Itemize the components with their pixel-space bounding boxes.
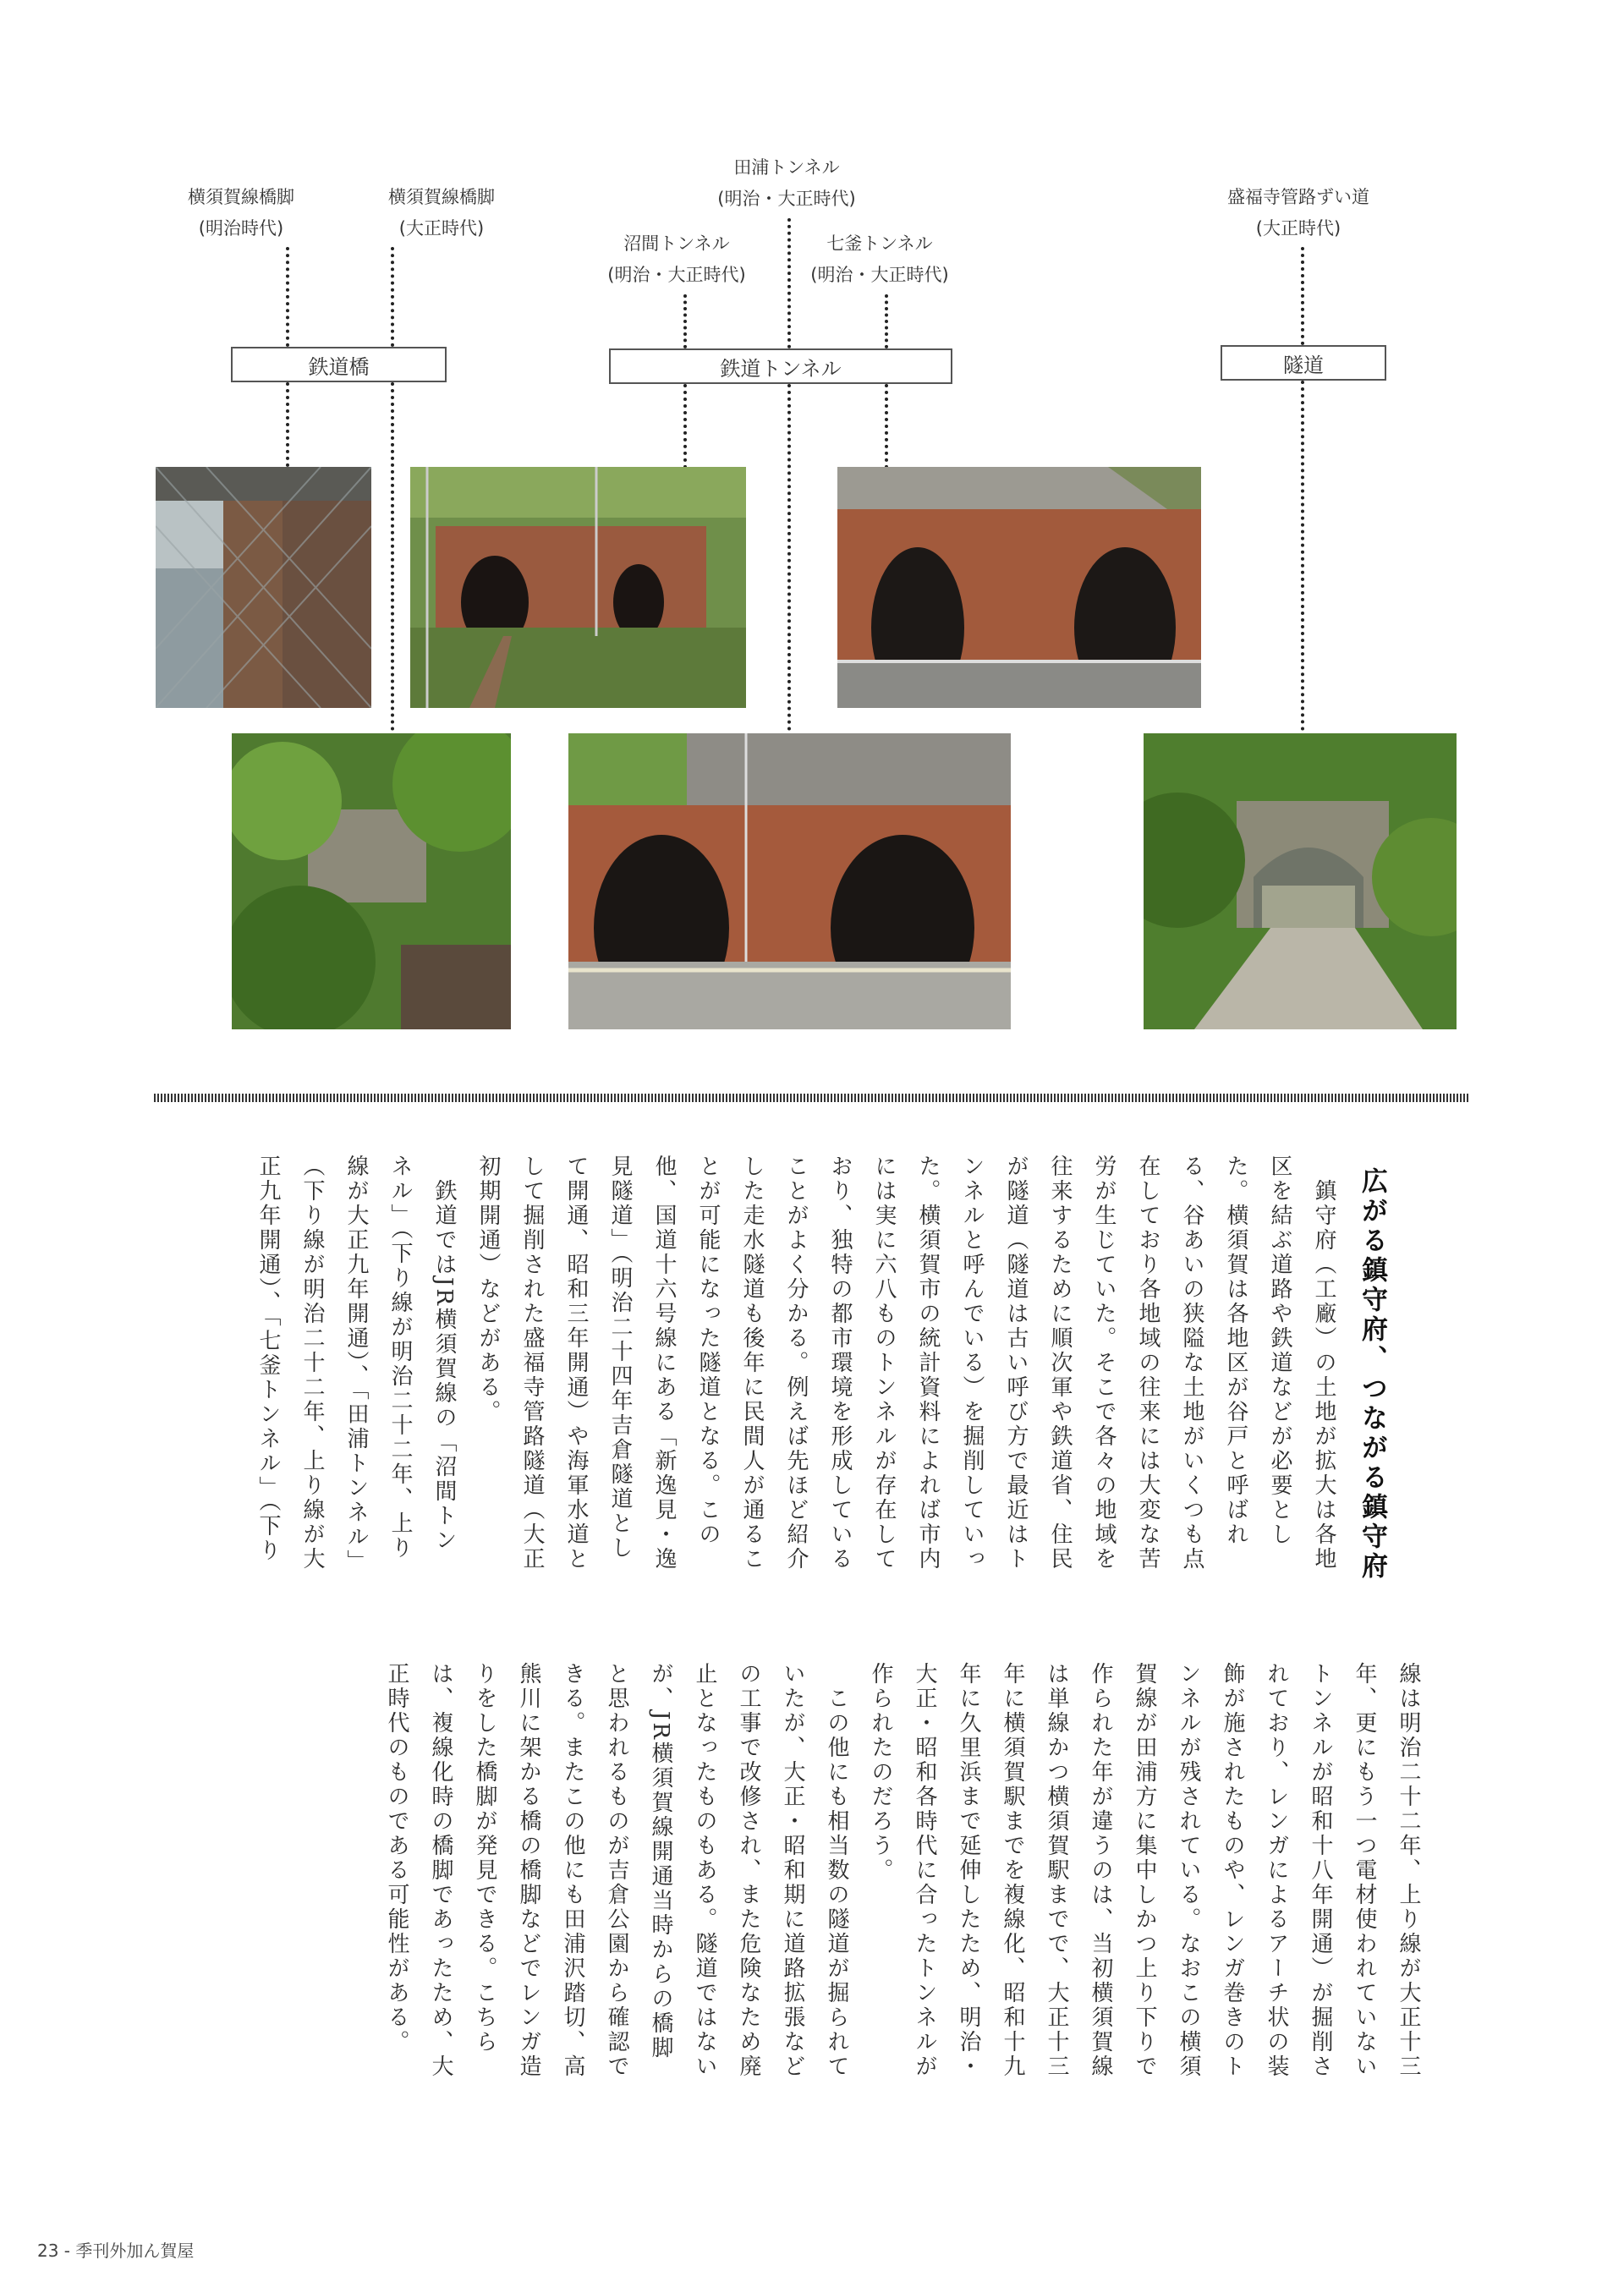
text-column: 労が生じていた。そこで各々の地域を xyxy=(1091,1155,1116,1572)
text-column: した走水隧道も後年に民間人が通るこ xyxy=(739,1155,765,1572)
text-column: 賀線が田浦方に集中しかつ上り下りで xyxy=(1132,1662,1157,2079)
text-column: は、複線化時の橋脚であったため、大 xyxy=(428,1662,453,2079)
photo-numama-tunnel xyxy=(410,467,746,708)
text-column: る、谷あいの狭隘な土地がいくつも点 xyxy=(1179,1155,1204,1572)
photo-bridge-pier-taisho xyxy=(232,733,511,1029)
label-nanakama-tunnel xyxy=(795,228,964,291)
page-footer: 23 - 季刊外加ん賀屋 xyxy=(37,2241,195,2261)
connector-line xyxy=(391,247,394,347)
label-title: 盛福寺管路ずい道 xyxy=(1227,187,1369,207)
label-era: (明治・大正時代) xyxy=(717,188,856,209)
connector-line xyxy=(1301,381,1304,738)
connector-line xyxy=(787,218,791,348)
category-railway-tunnel: 鉄道トンネル xyxy=(609,348,952,384)
text-column: 正時代のものである可能性がある。 xyxy=(384,1662,409,2054)
label-bofukuji-tunnel xyxy=(1201,182,1396,244)
text-column: して掘削された盛福寺管路隧道（大正 xyxy=(519,1155,545,1572)
text-column: 作られたのだろう。 xyxy=(868,1662,893,1883)
text-column: は単線かつ横須賀駅までで、大正十三 xyxy=(1044,1662,1069,2079)
text-column: りをした橋脚が発見できる。こちら xyxy=(472,1662,497,2054)
text-column: 在しており各地域の往来には大変な苦 xyxy=(1135,1155,1160,1572)
connector-line xyxy=(286,247,289,347)
text-column: いたが、大正・昭和期に道路拡張など xyxy=(780,1662,805,2079)
connector-line xyxy=(885,294,888,348)
label-era: (明治・大正時代) xyxy=(810,264,949,285)
text-column: が隧道（隧道は古い呼び方で最近はト xyxy=(1003,1155,1029,1572)
text-column: れており、レンガによるアーチ状の装 xyxy=(1264,1662,1289,2079)
text-column: 年に横須賀駅までを複線化、昭和十九 xyxy=(1000,1662,1025,2079)
text-column: トンネルが昭和十八年開通）が掘削さ xyxy=(1308,1662,1333,2079)
connector-line xyxy=(885,384,888,469)
text-column: ことがよく分かる。例えば先ほど紹介 xyxy=(783,1155,809,1572)
text-column: 止となったものもある。隧道ではない xyxy=(692,1662,717,2079)
text-column: 熊川に架かる橋の橋脚などでレンガ造 xyxy=(516,1662,541,2079)
text-column: 年、更にもう一つ電材使われていない xyxy=(1352,1662,1377,2079)
label-bridge-taisho xyxy=(374,182,509,244)
photo-nanakama-tunnel xyxy=(837,467,1201,708)
text-column: 往来するために順次軍や鉄道省、住民 xyxy=(1047,1155,1073,1572)
section-divider xyxy=(154,1094,1470,1102)
label-title: 七釜トンネル xyxy=(826,233,933,254)
connector-line xyxy=(391,382,394,738)
text-column: 鉄道ではJR横須賀線の「沼間トン xyxy=(431,1155,457,1553)
connector-line xyxy=(683,384,687,469)
label-era: (大正時代) xyxy=(398,217,485,239)
connector-line xyxy=(787,384,791,738)
label-numama-tunnel xyxy=(592,228,761,291)
text-column: 正九年開通）、「七釜トンネル」（下り xyxy=(255,1155,281,1563)
photo-taura-tunnel xyxy=(568,733,1011,1029)
text-column: 線は明治二十二年、上り線が大正十三 xyxy=(1396,1662,1421,2079)
label-era: (大正時代) xyxy=(1255,217,1341,239)
text-column: ンネルが残されている。なおこの横須 xyxy=(1176,1662,1201,2079)
connector-line xyxy=(1301,247,1304,345)
category-railway-bridge: 鉄道橋 xyxy=(231,347,447,382)
category-road-tunnel: 隧道 xyxy=(1221,345,1386,381)
connector-line xyxy=(286,382,289,467)
text-column: ンネルと呼んでいる）を掘削していっ xyxy=(959,1155,985,1572)
label-title: 沼間トンネル xyxy=(623,233,730,254)
section-heading: 広がる鎮守府、つながる鎮守府 xyxy=(1357,1167,1387,1582)
label-taura-tunnel xyxy=(694,152,880,215)
text-column: 鎮守府（工廠）の土地が拡大は各地 xyxy=(1311,1155,1336,1572)
text-column: て開通、昭和三年開通）や海軍水道と xyxy=(563,1155,589,1572)
text-column: おり、独特の都市環境を形成している xyxy=(827,1155,853,1572)
photo-bridge-pier-meiji xyxy=(156,467,371,708)
text-column: この他にも相当数の隧道が掘られて xyxy=(824,1662,849,2079)
text-column: 区を結ぶ道路や鉄道などが必要とし xyxy=(1267,1155,1292,1547)
text-column: と思われるものが吉倉公園から確認で xyxy=(604,1662,629,2079)
label-title: 横須賀線橋脚 xyxy=(188,187,294,207)
label-title: 田浦トンネル xyxy=(733,157,840,178)
text-column: 作られた年が違うのは、当初横須賀線 xyxy=(1088,1662,1113,2079)
connector-line xyxy=(683,294,687,348)
photo-bofukuji-tunnel xyxy=(1144,733,1457,1029)
label-bridge-meiji xyxy=(173,182,309,244)
text-column: きる。またこの他にも田浦沢踏切、高 xyxy=(560,1662,585,2079)
text-column: 初期開通）などがある。 xyxy=(475,1155,501,1424)
text-column: には実に六八ものトンネルが存在して xyxy=(871,1155,897,1572)
text-column: 年に久里浜まで延伸したため、明治・ xyxy=(956,1662,981,2079)
text-column: 飾が施されたものや、レンガ巻きのト xyxy=(1220,1662,1245,2079)
text-column: 他、国道十六号線にある「新逸見・逸 xyxy=(651,1155,677,1572)
label-era: (明治・大正時代) xyxy=(607,264,746,285)
text-column: 線が大正九年開通）、「田浦トンネル」 xyxy=(343,1155,369,1574)
label-title: 横須賀線橋脚 xyxy=(388,187,495,207)
label-era: (明治時代) xyxy=(198,217,284,239)
text-column: た。横須賀市の統計資料によれば市内 xyxy=(915,1155,941,1572)
text-column: とが可能になった隧道となる。この xyxy=(695,1155,721,1547)
text-column: （下り線が明治二十二年、上り線が大 xyxy=(299,1155,325,1572)
text-column: が、JR横須賀線開通当時からの橋脚 xyxy=(648,1662,673,2060)
text-column: ネル」（下り線が明治二十二年、上り xyxy=(387,1155,413,1561)
text-column: 大正・昭和各時代に合ったトンネルが xyxy=(912,1662,937,2079)
text-column: た。横須賀は各地区が谷戸と呼ばれ xyxy=(1223,1155,1248,1547)
text-column: 見隧道」（明治二十四年吉倉隧道とし xyxy=(607,1155,633,1561)
text-column: の工事で改修され、また危険なため廃 xyxy=(736,1662,761,2079)
